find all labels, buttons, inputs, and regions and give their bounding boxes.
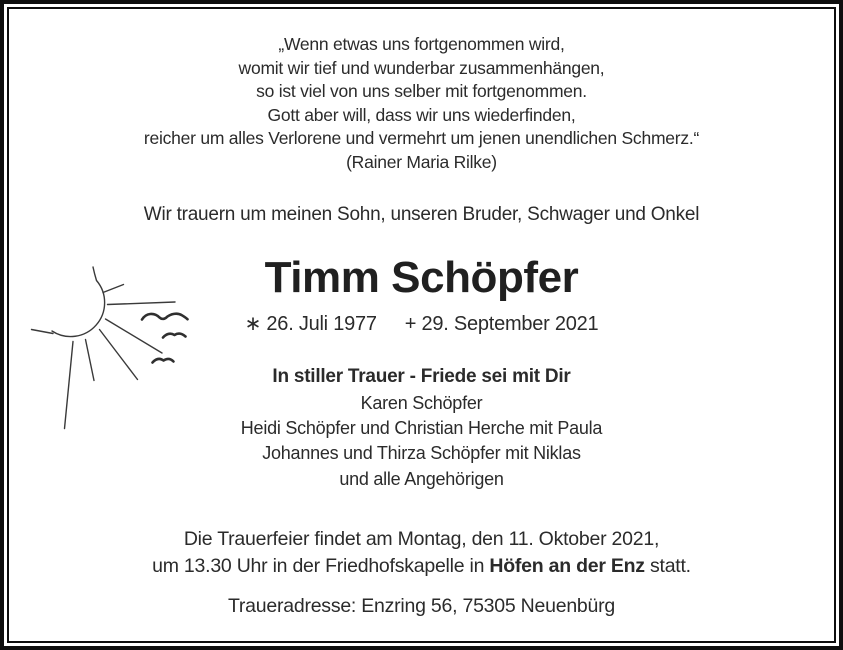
- death-symbol: +: [404, 313, 417, 335]
- deceased-name: Timm Schöpfer: [264, 253, 579, 302]
- funeral-line-2-after: statt.: [644, 554, 691, 577]
- funeral-info: [9, 526, 834, 580]
- quote-line: womit wir tief und wunderbar zusammenhängen,: [238, 57, 605, 78]
- mourner-line: Heidi Schöpfer und Christian Herche mit Paula: [240, 418, 603, 439]
- birth-part: [245, 313, 377, 335]
- life-dates: [9, 311, 834, 337]
- funeral-line-1: Die Trauerfeier findet am Montag, den 11. Oktober 2021,: [183, 527, 660, 550]
- mourners-list: [9, 391, 834, 492]
- quote-attribution: (Rainer Maria Rilke): [346, 151, 497, 172]
- death-date: 29. September 2021: [421, 313, 599, 335]
- quote-line: Gott aber will, dass wir uns wiederfinden,: [267, 104, 576, 125]
- mourning-intro-line: Wir trauern um meinen Sohn, unseren Bruder, Schwager und Onkel: [143, 204, 700, 225]
- condolence-heading: In stiller Trauer - Friede sei mit Dir: [272, 366, 571, 387]
- mourner-line: Karen Schöpfer: [360, 393, 483, 413]
- quote-line: so ist viel von uns selber mit fortgenommen.: [256, 81, 587, 101]
- birth-symbol: ∗: [244, 313, 262, 335]
- death-part: [405, 313, 599, 335]
- funeral-location: Höfen an der Enz: [489, 554, 645, 577]
- quote-line: „Wenn etwas uns fortgenommen wird,: [278, 34, 565, 54]
- mourner-line: Johannes und Thirza Schöpfer mit Niklas: [262, 443, 581, 464]
- obituary-inner-frame: [7, 7, 836, 643]
- obituary-content: [9, 33, 834, 620]
- funeral-line-2: [9, 553, 834, 580]
- funeral-line-2-before: um 13.30 Uhr in der Friedhofskapelle in: [152, 554, 490, 577]
- mourner-line: und alle Angehörigen: [339, 468, 504, 489]
- mourning-address: Traueradresse: Enzring 56, 75305 Neuenbürg: [227, 594, 616, 617]
- birth-date: 26. Juli 1977: [266, 313, 377, 335]
- memorial-quote: [9, 33, 834, 174]
- quote-line: reicher um alles Verlorene und vermehrt um jenen unendlichen Schmerz.“: [143, 128, 700, 148]
